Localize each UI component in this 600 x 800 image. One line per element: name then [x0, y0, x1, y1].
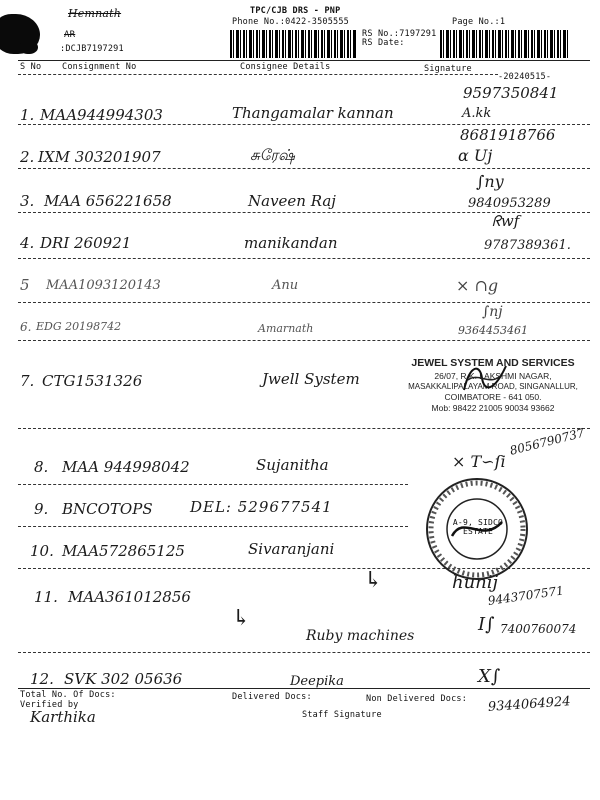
total-docs-label: Total No. Of Docs: [20, 690, 116, 700]
consignment-no: IXM 303201907 [38, 148, 161, 166]
footer-rule [18, 688, 590, 689]
consignee-name: Sivaranjani [248, 540, 335, 558]
consignee-name: Amarnath [258, 322, 314, 335]
phone-note: 9443707571 [487, 583, 565, 608]
barcode-right [440, 30, 570, 58]
consignee-name: Anu [272, 278, 299, 293]
row-divider [18, 428, 590, 429]
row-divider [18, 484, 408, 485]
row-number: 6. [20, 320, 32, 334]
row-number: 12. [30, 670, 54, 688]
signature: A.kk [462, 106, 492, 121]
signature: × T∽ſi [452, 452, 506, 471]
row-divider [18, 340, 590, 341]
phone-note: 9364453461 [458, 324, 528, 337]
consignment-no: MAA944994303 [40, 106, 163, 124]
consignment-no: CTG1531326 [42, 372, 143, 390]
ink-blot [20, 40, 38, 54]
phone-note: 8681918766 [460, 126, 556, 144]
phone-note: 8056790737 [508, 425, 586, 458]
header-rule [18, 60, 590, 61]
delivered-docs-label: Delivered Docs: [232, 692, 312, 702]
col-sno: S No [20, 62, 42, 72]
barcode-left [230, 30, 356, 58]
signature: α Uj [458, 146, 493, 165]
signature-scribble [460, 360, 510, 396]
row-number: 7. [20, 372, 35, 390]
row-divider [18, 258, 590, 259]
phone-note: 9344064924 [487, 694, 572, 715]
phone-note: 9597350841 [463, 84, 559, 102]
consignment-no: BNCOTOPS [62, 500, 153, 518]
struck-short: AR [64, 30, 76, 40]
signature: ᖇwf [492, 212, 520, 230]
row-number: 2. [20, 148, 35, 166]
consignment-no: MAA572865125 [62, 542, 185, 560]
staff-signature-label: Staff Signature [302, 710, 382, 720]
signature: X∫ [478, 666, 501, 687]
row-divider [18, 124, 590, 125]
signature: hunij [452, 572, 499, 593]
signature: ∫ny [476, 172, 504, 191]
signature: × ∩g [456, 276, 499, 295]
company-stamp: JEWEL SYSTEM AND SERVICES 26/07, R.K. LAKSHMI NAGAR, MASAKKALIPALAYAM ROAD, SINGANALLUR, COIMBATORE - 641 050. Mob: 98422 21005 90034 93662 [408, 357, 578, 413]
column-rule [18, 74, 498, 75]
consignment-no: EDG 20198742 [36, 320, 122, 333]
consignment-no: MAA361012856 [68, 588, 191, 606]
row-divider [18, 526, 408, 527]
row-number: 9. [34, 500, 49, 518]
consignee-name: DEL: 529677541 [190, 498, 333, 516]
row-number: 1. [20, 106, 35, 124]
col-signature: Signature [424, 64, 472, 74]
round-stamp-text: A-9, SIDCO ESTATE [452, 518, 504, 536]
consignment-no: DRI 260921 [40, 234, 132, 252]
row-number: 11. [34, 588, 58, 606]
phone-note: 9840953289 [468, 196, 551, 211]
row-divider [18, 168, 590, 169]
verifier-signature: Karthika [30, 708, 96, 726]
rs-date: RS Date: [362, 38, 405, 48]
consignee-name: Sujanitha [256, 456, 329, 474]
verified-by-label: Verified by [20, 700, 79, 710]
page-number: Page No.:1 [452, 17, 506, 27]
arrow-note: ↳ [232, 606, 251, 631]
consignee-name: Thangamalar kannan [232, 104, 394, 122]
rs-number: RS No.:7197291 [362, 29, 437, 39]
phone-number: Phone No.:0422-3505555 [232, 17, 349, 27]
consignment-no: MAA 944998042 [62, 458, 190, 476]
phone-note: 9787389361. [484, 238, 571, 253]
consignee-name: manikandan [244, 234, 338, 252]
col-consignment: Consignment No [62, 62, 137, 72]
dc-code: :DCJB7197291 [60, 44, 124, 54]
signature: I∫ [478, 614, 495, 635]
struck-name: Hemnath [68, 7, 122, 20]
row-number: 4. [20, 234, 35, 252]
consignment-no: MAA1093120143 [46, 278, 161, 293]
consignee-name: Naveen Raj [248, 192, 336, 210]
consignment-no: MAA 656221658 [44, 192, 172, 210]
phone-note: 7400760074 [500, 622, 577, 636]
non-delivered-docs-label: Non Delivered Docs: [366, 694, 468, 704]
row-divider [18, 652, 590, 653]
consignee-name: Jwell System [262, 370, 360, 388]
consignee-name: Deepika [290, 674, 344, 689]
row-divider [18, 302, 590, 303]
document-title: TPC/CJB DRS - PNP [250, 6, 341, 16]
consignment-no: SVK 302 05636 [64, 670, 183, 688]
consignee-name: சுரேஷ் [250, 146, 295, 164]
arrow-note: ↳ [364, 568, 383, 593]
consignee-name: Ruby machines [306, 628, 415, 644]
row-number: 10. [30, 542, 54, 560]
row-number: 5 [20, 276, 30, 294]
row-number: 8. [34, 458, 49, 476]
date-stamp: -20240515- [498, 72, 552, 82]
col-consignee: Consignee Details [240, 62, 331, 72]
row-number: 3. [20, 192, 35, 210]
signature: ∫nj [482, 304, 503, 320]
